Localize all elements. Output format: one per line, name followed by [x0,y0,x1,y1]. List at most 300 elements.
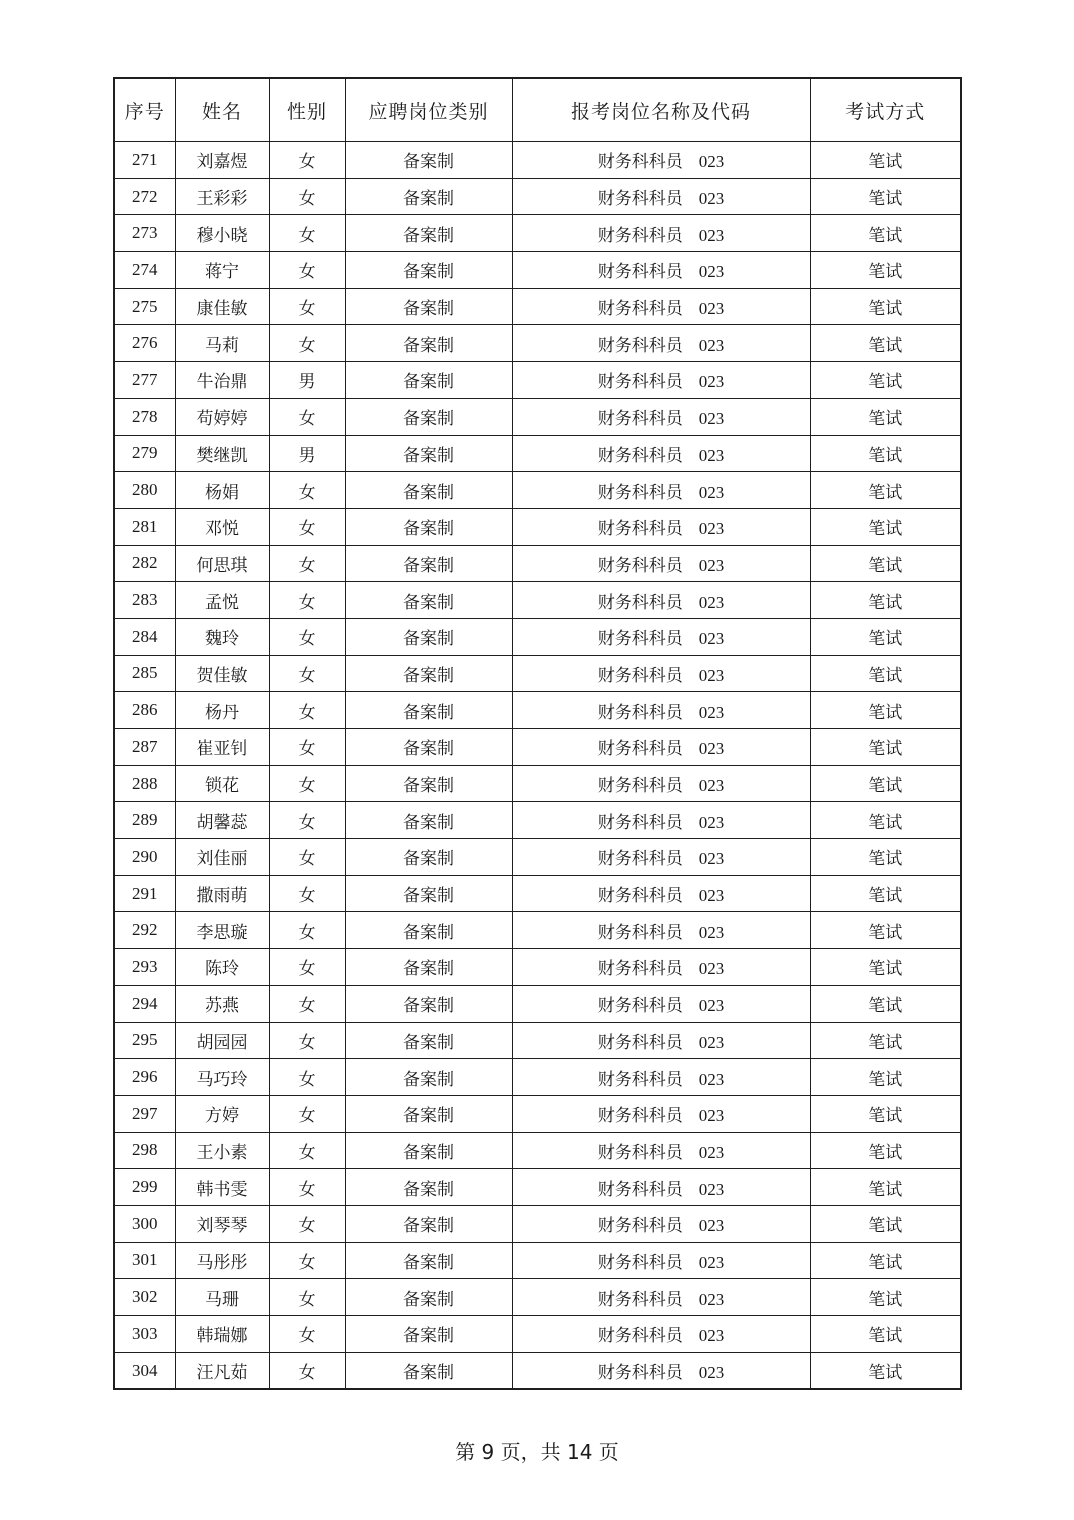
post-code: 023 [698,922,725,942]
category-cell: 备案制 [345,545,512,582]
table-row [114,1059,961,1096]
post-name: 财务科科员 [597,922,683,943]
post-name: 财务科科员 [597,812,683,833]
gender-cell: 女 [269,875,345,912]
post-cell [512,912,810,949]
post-code: 023 [698,409,725,429]
post-cell [512,1279,810,1316]
post-code: 023 [698,262,725,282]
post-code: 023 [698,665,725,685]
exam-method-cell: 笔试 [810,435,961,472]
gender-cell: 女 [269,1352,345,1389]
post-cell [512,325,810,362]
post-name: 财务科科员 [597,445,683,466]
table-row [114,1242,961,1279]
exam-method-cell: 笔试 [810,729,961,766]
category-cell: 备案制 [345,875,512,912]
header-exam-method: 考试方式 [810,78,961,142]
post-cell [512,875,810,912]
post-cell [512,398,810,435]
serial-cell: 283 [114,582,175,619]
gender-cell: 女 [269,692,345,729]
category-cell: 备案制 [345,178,512,215]
post-name: 财务科科员 [597,629,683,650]
post-code: 023 [698,482,725,502]
serial-cell: 295 [114,1022,175,1059]
post-cell [512,765,810,802]
post-cell [512,142,810,179]
name-cell: 康佳敏 [175,288,269,325]
table-row [114,912,961,949]
name-cell: 胡馨蕊 [175,802,269,839]
category-cell: 备案制 [345,729,512,766]
name-cell: 杨娟 [175,472,269,509]
serial-cell: 287 [114,729,175,766]
exam-method-cell: 笔试 [810,985,961,1022]
post-code: 023 [698,225,725,245]
post-code: 023 [698,1106,725,1126]
table-row [114,949,961,986]
post-code: 023 [698,1142,725,1162]
gender-cell: 女 [269,288,345,325]
post-cell [512,729,810,766]
serial-cell: 277 [114,362,175,399]
serial-cell: 289 [114,802,175,839]
post-name: 财务科科员 [597,849,683,870]
serial-cell: 276 [114,325,175,362]
post-code: 023 [698,849,725,869]
post-code: 023 [698,189,725,209]
exam-method-cell: 笔试 [810,692,961,729]
post-name: 财务科科员 [597,1142,683,1163]
name-cell: 牛治鼎 [175,362,269,399]
gender-cell: 女 [269,1022,345,1059]
table-row [114,692,961,729]
post-name: 财务科科员 [597,409,683,430]
exam-method-cell: 笔试 [810,582,961,619]
header-name: 姓名 [175,78,269,142]
serial-cell: 288 [114,765,175,802]
gender-cell: 女 [269,472,345,509]
table-row [114,985,961,1022]
exam-method-cell: 笔试 [810,839,961,876]
table-row [114,618,961,655]
table-row [114,765,961,802]
gender-cell: 女 [269,325,345,362]
exam-method-cell: 笔试 [810,472,961,509]
gender-cell: 女 [269,1316,345,1353]
gender-cell: 女 [269,252,345,289]
serial-cell: 303 [114,1316,175,1353]
category-cell: 备案制 [345,765,512,802]
serial-cell: 275 [114,288,175,325]
serial-cell: 302 [114,1279,175,1316]
name-cell: 刘嘉煜 [175,142,269,179]
category-cell: 备案制 [345,362,512,399]
post-name: 财务科科员 [597,1069,683,1090]
gender-cell: 女 [269,1242,345,1279]
gender-cell: 女 [269,839,345,876]
post-name: 财务科科员 [597,739,683,760]
post-name: 财务科科员 [597,1252,683,1273]
gender-cell: 女 [269,142,345,179]
serial-cell: 286 [114,692,175,729]
serial-cell: 290 [114,839,175,876]
post-name: 财务科科员 [597,372,683,393]
table-row [114,875,961,912]
table-row [114,178,961,215]
post-code: 023 [698,629,725,649]
category-cell: 备案制 [345,1095,512,1132]
name-cell: 马珊 [175,1279,269,1316]
gender-cell: 女 [269,215,345,252]
post-cell [512,1316,810,1353]
post-name: 财务科科员 [597,482,683,503]
post-code: 023 [698,299,725,319]
name-cell: 马巧玲 [175,1059,269,1096]
post-code: 023 [698,1326,725,1346]
post-name: 财务科科员 [597,1326,683,1347]
category-cell: 备案制 [345,1316,512,1353]
gender-cell: 男 [269,362,345,399]
name-cell: 撒雨萌 [175,875,269,912]
post-code: 023 [698,1032,725,1052]
exam-method-cell: 笔试 [810,1022,961,1059]
post-cell [512,1059,810,1096]
table-row [114,1022,961,1059]
post-cell [512,949,810,986]
gender-cell: 女 [269,1059,345,1096]
post-cell [512,1132,810,1169]
post-name: 财务科科员 [597,152,683,173]
category-cell: 备案制 [345,1132,512,1169]
post-code: 023 [698,335,725,355]
name-cell: 孟悦 [175,582,269,619]
serial-cell: 278 [114,398,175,435]
name-cell: 马彤彤 [175,1242,269,1279]
exam-method-cell: 笔试 [810,508,961,545]
table-row [114,1169,961,1206]
exam-method-cell: 笔试 [810,765,961,802]
page-footer: 第 9 页，共 14 页 [455,1440,619,1464]
post-code: 023 [698,886,725,906]
name-cell: 刘佳丽 [175,839,269,876]
post-cell [512,252,810,289]
table-body [114,142,961,1390]
gender-cell: 女 [269,802,345,839]
gender-cell: 女 [269,985,345,1022]
table-row [114,215,961,252]
applicant-table [113,77,962,1390]
name-cell: 蒋宁 [175,252,269,289]
exam-method-cell: 笔试 [810,1316,961,1353]
gender-cell: 男 [269,435,345,472]
post-cell [512,472,810,509]
header-serial: 序号 [114,78,175,142]
gender-cell: 女 [269,1132,345,1169]
table-row [114,729,961,766]
gender-cell: 女 [269,912,345,949]
post-name: 财务科科员 [597,1179,683,1200]
post-name: 财务科科员 [597,1216,683,1237]
table-row [114,288,961,325]
table-row [114,582,961,619]
post-cell [512,545,810,582]
category-cell: 备案制 [345,949,512,986]
name-cell: 王小素 [175,1132,269,1169]
exam-method-cell: 笔试 [810,1095,961,1132]
post-cell [512,618,810,655]
gender-cell: 女 [269,508,345,545]
serial-cell: 296 [114,1059,175,1096]
exam-method-cell: 笔试 [810,875,961,912]
post-cell [512,215,810,252]
category-cell: 备案制 [345,912,512,949]
header-post: 报考岗位名称及代码 [512,78,810,142]
header-row [114,78,961,142]
category-cell: 备案制 [345,472,512,509]
gender-cell: 女 [269,729,345,766]
exam-method-cell: 笔试 [810,1132,961,1169]
table-row [114,1132,961,1169]
name-cell: 魏玲 [175,618,269,655]
table-row [114,1352,961,1389]
gender-cell: 女 [269,1095,345,1132]
exam-method-cell: 笔试 [810,325,961,362]
serial-cell: 298 [114,1132,175,1169]
category-cell: 备案制 [345,398,512,435]
table-row [114,362,961,399]
exam-method-cell: 笔试 [810,1279,961,1316]
post-name: 财务科科员 [597,1106,683,1127]
table-row [114,1279,961,1316]
table-row [114,252,961,289]
serial-cell: 304 [114,1352,175,1389]
table-row [114,1095,961,1132]
serial-cell: 272 [114,178,175,215]
name-cell: 方婷 [175,1095,269,1132]
post-cell [512,839,810,876]
exam-method-cell: 笔试 [810,215,961,252]
exam-method-cell: 笔试 [810,178,961,215]
gender-cell: 女 [269,949,345,986]
category-cell: 备案制 [345,435,512,472]
table-row [114,802,961,839]
name-cell: 汪凡茹 [175,1352,269,1389]
post-code: 023 [698,1363,725,1383]
post-code: 023 [698,702,725,722]
serial-cell: 300 [114,1205,175,1242]
table-row [114,142,961,179]
exam-method-cell: 笔试 [810,398,961,435]
post-name: 财务科科员 [597,1363,683,1384]
exam-method-cell: 笔试 [810,1059,961,1096]
serial-cell: 274 [114,252,175,289]
exam-method-cell: 笔试 [810,1352,961,1389]
post-code: 023 [698,739,725,759]
category-cell: 备案制 [345,215,512,252]
exam-method-cell: 笔试 [810,618,961,655]
exam-method-cell: 笔试 [810,655,961,692]
name-cell: 韩瑞娜 [175,1316,269,1353]
table-row [114,508,961,545]
serial-cell: 271 [114,142,175,179]
post-cell [512,1022,810,1059]
category-cell: 备案制 [345,839,512,876]
post-cell [512,582,810,619]
category-cell: 备案制 [345,985,512,1022]
exam-method-cell: 笔试 [810,1242,961,1279]
post-name: 财务科科员 [597,996,683,1017]
post-cell [512,802,810,839]
post-code: 023 [698,1069,725,1089]
category-cell: 备案制 [345,1022,512,1059]
post-name: 财务科科员 [597,665,683,686]
name-cell: 王彩彩 [175,178,269,215]
name-cell: 苏燕 [175,985,269,1022]
category-cell: 备案制 [345,1279,512,1316]
category-cell: 备案制 [345,802,512,839]
post-cell [512,1352,810,1389]
category-cell: 备案制 [345,142,512,179]
post-cell [512,288,810,325]
post-cell [512,1205,810,1242]
name-cell: 胡园园 [175,1022,269,1059]
post-name: 财务科科员 [597,592,683,613]
category-cell: 备案制 [345,325,512,362]
post-code: 023 [698,1216,725,1236]
post-name: 财务科科员 [597,335,683,356]
post-name: 财务科科员 [597,262,683,283]
post-name: 财务科科员 [597,1032,683,1053]
post-cell [512,985,810,1022]
name-cell: 邓悦 [175,508,269,545]
serial-cell: 281 [114,508,175,545]
name-cell: 锁花 [175,765,269,802]
post-name: 财务科科员 [597,886,683,907]
name-cell: 李思璇 [175,912,269,949]
table-row [114,839,961,876]
name-cell: 陈玲 [175,949,269,986]
name-cell: 刘琴琴 [175,1205,269,1242]
post-cell [512,435,810,472]
post-code: 023 [698,776,725,796]
gender-cell: 女 [269,1205,345,1242]
gender-cell: 女 [269,545,345,582]
name-cell: 杨丹 [175,692,269,729]
serial-cell: 279 [114,435,175,472]
serial-cell: 291 [114,875,175,912]
table-row [114,398,961,435]
name-cell: 贺佳敏 [175,655,269,692]
post-code: 023 [698,959,725,979]
table-row [114,435,961,472]
gender-cell: 女 [269,765,345,802]
serial-cell: 273 [114,215,175,252]
post-name: 财务科科员 [597,225,683,246]
post-cell [512,1242,810,1279]
post-code: 023 [698,445,725,465]
post-name: 财务科科员 [597,555,683,576]
serial-cell: 282 [114,545,175,582]
exam-method-cell: 笔试 [810,1205,961,1242]
gender-cell: 女 [269,582,345,619]
name-cell: 何思琪 [175,545,269,582]
category-cell: 备案制 [345,288,512,325]
exam-method-cell: 笔试 [810,1169,961,1206]
post-name: 财务科科员 [597,702,683,723]
category-cell: 备案制 [345,1059,512,1096]
gender-cell: 女 [269,398,345,435]
post-code: 023 [698,1179,725,1199]
name-cell: 马莉 [175,325,269,362]
gender-cell: 女 [269,178,345,215]
post-code: 023 [698,519,725,539]
gender-cell: 女 [269,655,345,692]
table-row [114,655,961,692]
post-code: 023 [698,372,725,392]
serial-cell: 280 [114,472,175,509]
post-cell [512,692,810,729]
serial-cell: 294 [114,985,175,1022]
post-code: 023 [698,1289,725,1309]
serial-cell: 292 [114,912,175,949]
exam-method-cell: 笔试 [810,362,961,399]
post-cell [512,1169,810,1206]
category-cell: 备案制 [345,508,512,545]
category-cell: 备案制 [345,618,512,655]
post-cell [512,178,810,215]
exam-method-cell: 笔试 [810,802,961,839]
header-category: 应聘岗位类别 [345,78,512,142]
name-cell: 苟婷婷 [175,398,269,435]
exam-method-cell: 笔试 [810,949,961,986]
table-header [114,78,961,142]
post-code: 023 [698,996,725,1016]
exam-method-cell: 笔试 [810,252,961,289]
category-cell: 备案制 [345,1169,512,1206]
post-name: 财务科科员 [597,519,683,540]
category-cell: 备案制 [345,582,512,619]
name-cell: 崔亚钊 [175,729,269,766]
post-name: 财务科科员 [597,299,683,320]
category-cell: 备案制 [345,1242,512,1279]
exam-method-cell: 笔试 [810,545,961,582]
name-cell: 韩书雯 [175,1169,269,1206]
serial-cell: 284 [114,618,175,655]
gender-cell: 女 [269,1279,345,1316]
header-gender: 性别 [269,78,345,142]
category-cell: 备案制 [345,1205,512,1242]
post-cell [512,362,810,399]
post-cell [512,1095,810,1132]
exam-method-cell: 笔试 [810,288,961,325]
exam-method-cell: 笔试 [810,912,961,949]
post-cell [512,508,810,545]
gender-cell: 女 [269,1169,345,1206]
serial-cell: 293 [114,949,175,986]
post-code: 023 [698,812,725,832]
post-name: 财务科科员 [597,189,683,210]
exam-method-cell: 笔试 [810,142,961,179]
category-cell: 备案制 [345,655,512,692]
serial-cell: 285 [114,655,175,692]
serial-cell: 297 [114,1095,175,1132]
post-code: 023 [698,555,725,575]
post-name: 财务科科员 [597,776,683,797]
category-cell: 备案制 [345,1352,512,1389]
serial-cell: 299 [114,1169,175,1206]
